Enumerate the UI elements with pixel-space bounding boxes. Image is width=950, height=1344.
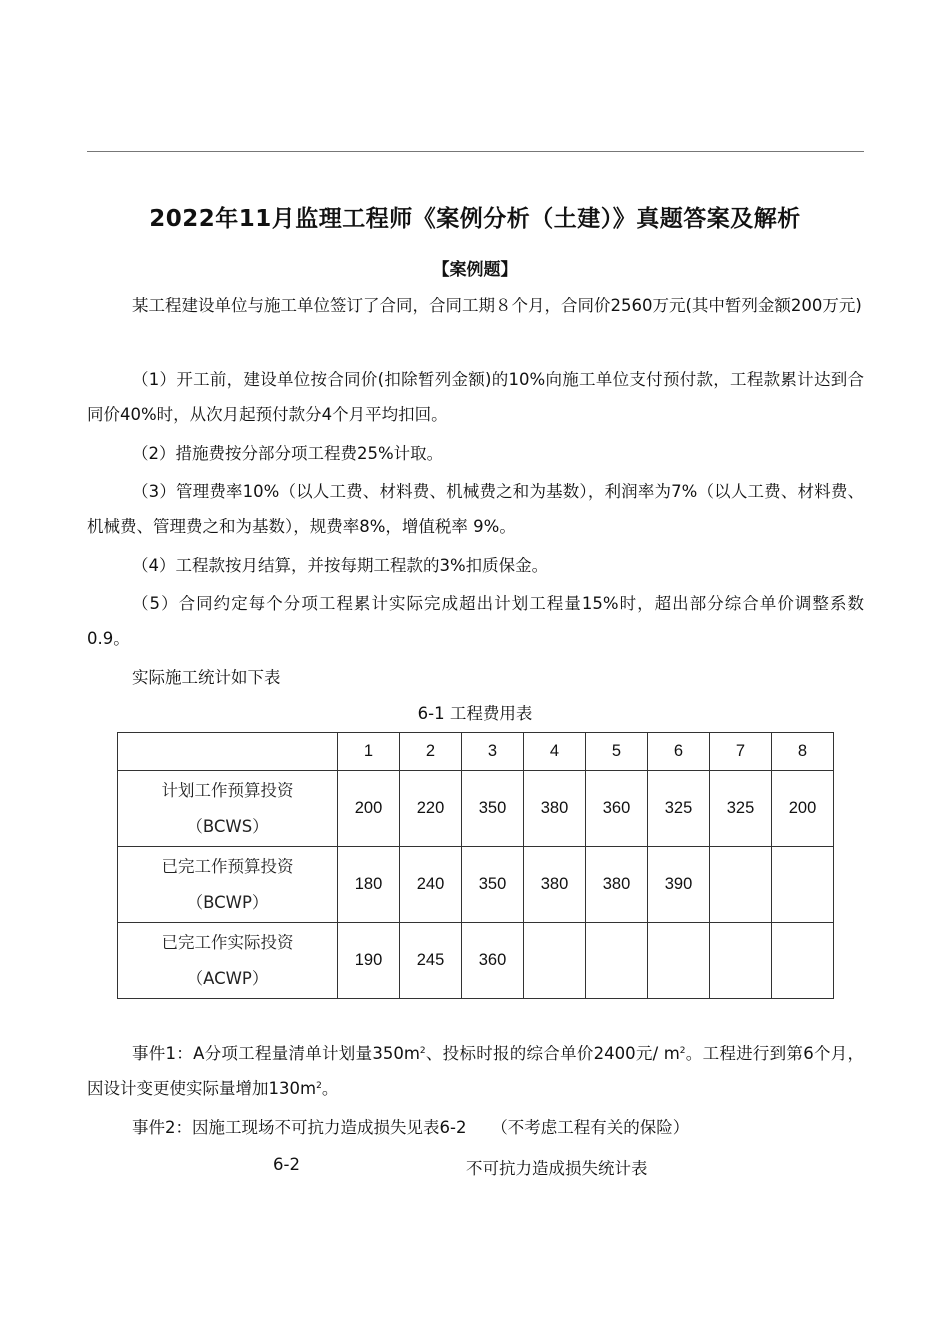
table-cell: 360 (586, 771, 648, 847)
month-header: 5 (586, 733, 648, 771)
row-label-code: （ACWP） (186, 968, 269, 988)
superscript: 2 (419, 1046, 426, 1056)
row-label-text: 已完工作预算投资 (161, 856, 294, 876)
clause-5: （5）合同约定每个分项工程累计实际完成超出计划工程量15%时，超出部分综合单价调整系数0.9。 (87, 594, 864, 648)
month-header: 3 (462, 733, 524, 771)
table-row-bcwp (118, 847, 834, 923)
stats-intro: 实际施工统计如下表 (132, 668, 281, 687)
month-header: 6 (648, 733, 710, 771)
table-row-bcws (118, 771, 834, 847)
table-cell: 245 (400, 923, 462, 999)
row-label-text: 计划工作预算投资 (161, 780, 294, 800)
table-cell: 200 (772, 771, 834, 847)
month-header: 4 (524, 733, 586, 771)
table-cell (710, 847, 772, 923)
clause-2: （2）措施费按分部分项工程费25%计取。 (132, 444, 444, 463)
table-cell: 180 (338, 847, 400, 923)
table-cell (586, 923, 648, 999)
table-corner-cell (118, 733, 338, 771)
table-cell (710, 923, 772, 999)
month-header: 7 (710, 733, 772, 771)
clause-4: （4）工程款按月结算，并按每期工程款的3%扣质保金。 (132, 556, 549, 575)
table-cell: 190 (338, 923, 400, 999)
table-row-acwp (118, 923, 834, 999)
table-cell: 380 (586, 847, 648, 923)
table-cell (772, 923, 834, 999)
event-1-text: 、投标时报的综合单价2400元/ m (425, 1044, 680, 1063)
table-cell (772, 847, 834, 923)
table-cell (648, 923, 710, 999)
table-cell: 220 (400, 771, 462, 847)
superscript: 2 (316, 1081, 322, 1091)
table-cell: 380 (524, 847, 586, 923)
row-label-code: （BCWP） (186, 892, 269, 912)
cost-table (117, 732, 834, 999)
superscript: 2 (679, 1046, 686, 1056)
table-cell: 200 (338, 771, 400, 847)
row-label (118, 923, 338, 999)
table-cell: 350 (462, 847, 524, 923)
page-title: 2022年11月监理工程师《案例分析（土建）》真题答案及解析 (149, 206, 801, 232)
intro-paragraph: 某工程建设单位与施工单位签订了合同，合同工期８个月，合同价2560万元(其中暂列金额200万元) (132, 296, 862, 315)
table-cell: 350 (462, 771, 524, 847)
table-header-row (118, 733, 834, 771)
table-cell: 380 (524, 771, 586, 847)
header-rule (87, 151, 864, 152)
row-label-text: 已完工作实际投资 (161, 932, 294, 952)
table-cell: 360 (462, 923, 524, 999)
event-1-text: 。 (321, 1079, 339, 1098)
month-header: 2 (400, 733, 462, 771)
month-header: 1 (338, 733, 400, 771)
table-caption: 6-1 工程费用表 (417, 704, 533, 723)
table-2-number: 6-2 (273, 1155, 300, 1174)
event-1-paragraph (87, 1036, 864, 1106)
event-1-text: 事件1：A分项工程量清单计划量350m (132, 1044, 420, 1063)
section-label: 【案例题】 (432, 260, 518, 280)
table-cell (524, 923, 586, 999)
clause-1: （1）开工前，建设单位按合同价(扣除暂列金额)的10%向施工单位支付预付款，工程款累计达到合同价40%时，从次月起预付款分4个月平均扣回。 (87, 370, 864, 424)
row-label (118, 847, 338, 923)
table-2-title: 不可抗力造成损失统计表 (466, 1159, 648, 1178)
table-cell: 240 (400, 847, 462, 923)
row-label-code: （BCWS） (186, 816, 269, 836)
event-1-text: 。工程进行到第6个月，因设计变更使实际量增加130m (87, 1044, 864, 1098)
row-label (118, 771, 338, 847)
table-cell: 325 (710, 771, 772, 847)
event-2-paragraph: 事件2：因施工现场不可抗力造成损失见表6-2 （不考虑工程有关的保险） (132, 1118, 690, 1137)
clause-3: （3）管理费率10%（以人工费、材料费、机械费之和为基数），利润率为7%（以人工费、材料费、机械费、管理费之和为基数），规费率8%，增值税率 9%。 (87, 482, 864, 536)
month-header: 8 (772, 733, 834, 771)
table-cell: 325 (648, 771, 710, 847)
table-cell: 390 (648, 847, 710, 923)
